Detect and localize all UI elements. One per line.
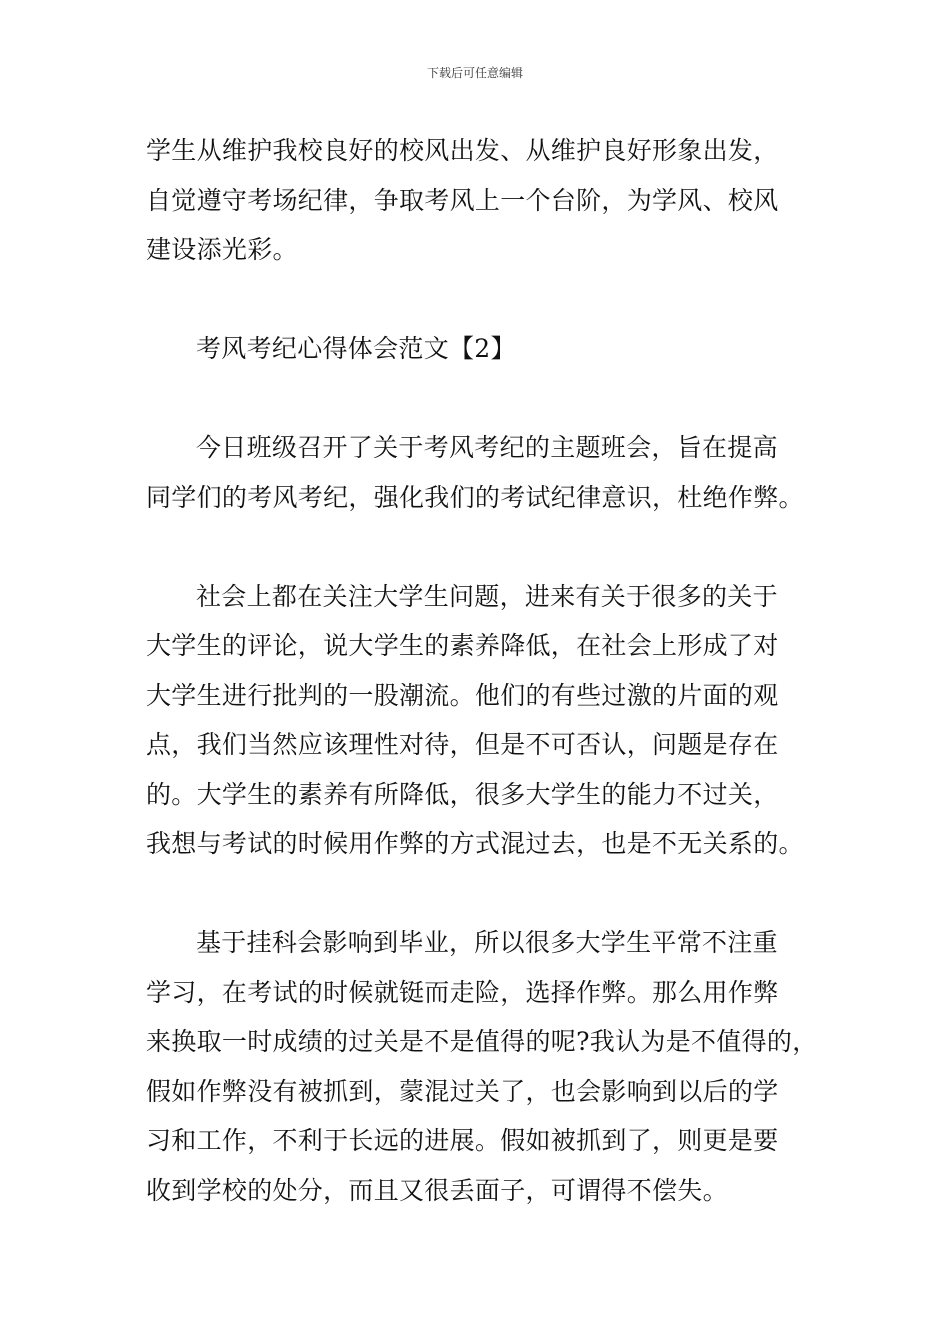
text-line: 自觉遵守考场纪律，争取考风上一个台阶，为学风、校风 xyxy=(146,185,779,215)
text-line: 大学生的评论，说大学生的素养降低，在社会上形成了对 xyxy=(146,631,779,660)
text-line: 学生从维护我校良好的校风出发、从维护良好形象出发， xyxy=(146,136,779,165)
text-line: 基于挂科会影响到毕业，所以很多大学生平常不注重 xyxy=(196,928,778,957)
paragraph-gap xyxy=(146,275,826,325)
document-body xyxy=(146,126,826,1215)
text-line: 我想与考试的时候用作弊的方式混过去，也是不无关系的。 xyxy=(146,829,804,858)
text-line: 点，我们当然应该理性对待，但是不可否认，问题是存在 xyxy=(146,730,779,759)
text-line: 的。大学生的素养有所降低，很多大学生的能力不过关， xyxy=(146,779,779,809)
text-line: 收到学校的处分，而且又很丢面子，可谓得不偿失。 xyxy=(146,1175,728,1205)
text-line: 学习，在考试的时候就铤而走险，选择作弊。那么用作弊 xyxy=(146,977,779,1007)
text-line: 习和工作，不利于长远的进展。假如被抓到了，则更是要 xyxy=(146,1126,779,1155)
text-line: 社会上都在关注大学生问题，进来有关于很多的关于 xyxy=(196,581,778,611)
page-header: 下载后可任意编辑 xyxy=(426,66,523,80)
text-line: 今日班级召开了关于考风考纪的主题班会，旨在提高 xyxy=(196,433,778,462)
paragraph-1 xyxy=(146,126,826,275)
paragraph-gap xyxy=(146,522,826,572)
text-line: 来换取一时成绩的过关是不是值得的呢?我认为是不值得的， xyxy=(146,1027,818,1056)
text-line: 建设添光彩。 xyxy=(146,235,298,264)
text-line: 大学生进行批判的一股潮流。他们的有些过激的片面的观 xyxy=(146,680,779,710)
text-line: 同学们的考风考纪，强化我们的考试纪律意识，杜绝作弊。 xyxy=(146,482,804,512)
text-line: 假如作弊没有被抓到，蒙混过关了，也会影响到以后的学 xyxy=(146,1076,779,1106)
paragraph-gap xyxy=(146,374,826,424)
heading-text: 考风考纪心得体会范文【2】 xyxy=(196,334,516,363)
paragraph-4 xyxy=(146,572,826,869)
paragraph-3 xyxy=(146,423,826,522)
paragraph-5 xyxy=(146,918,826,1215)
paragraph-gap xyxy=(146,869,826,919)
section-heading xyxy=(146,324,826,374)
